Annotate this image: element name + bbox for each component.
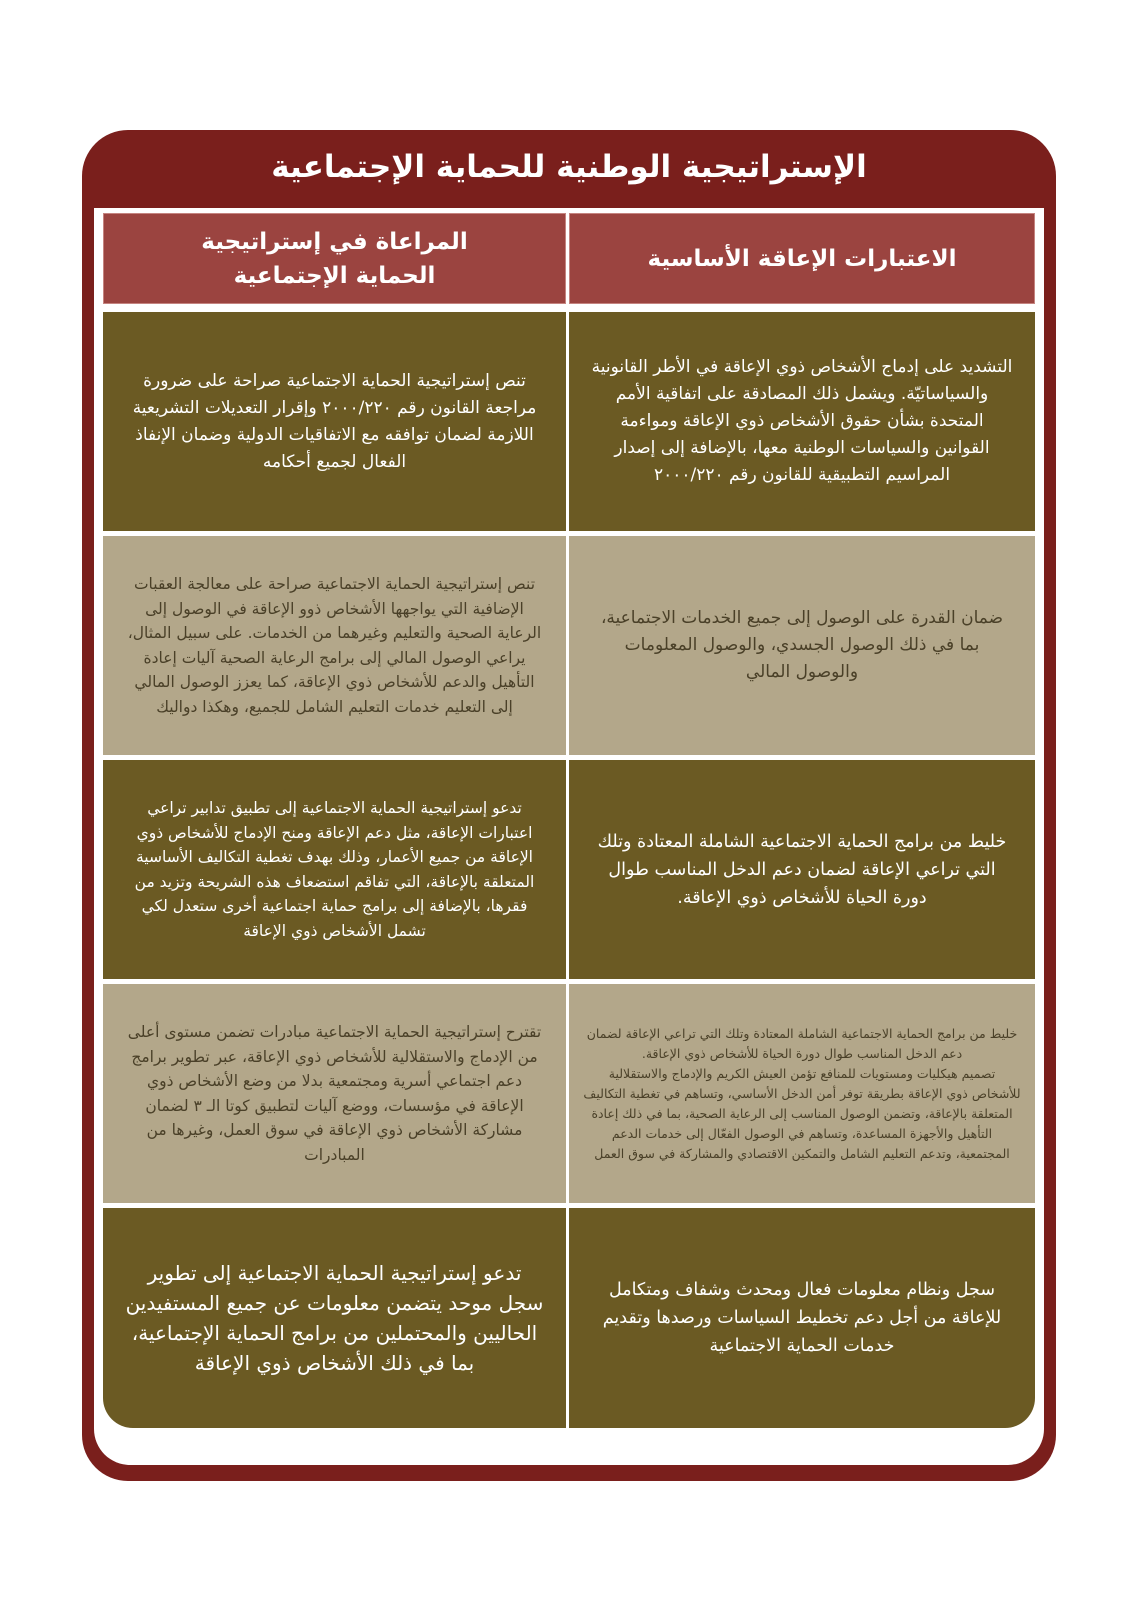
consideration-cell-4-part-1: خليط من برامج الحماية الاجتماعية الشاملة المعتادة وتلك التي تراعي الإعاقة لضمان دعم الدخل المناسب طوال دورة الحياة للأشخاص ذوي الإعاقة. xyxy=(586,1025,1018,1061)
consideration-cell-2: ضمان القدرة على الوصول إلى جميع الخدمات الاجتماعية، بما في ذلك الوصول الجسدي، والوصول المعلومات والوصول المالي xyxy=(569,536,1035,755)
comparison-table xyxy=(94,208,1044,1465)
consideration-cell-3: خليط من برامج الحماية الاجتماعية الشاملة المعتادة وتلك التي تراعي الإعاقة لضمان دعم الدخل المناسب طوال دورة الحياة للأشخاص ذوي الإعاقة. xyxy=(569,760,1035,979)
consideration-cell-4-part-2: تصميم هيكليات ومستويات للمنافع تؤمن العيش الكريم والإدماج والاستقلالية للأشخاص ذوي الإعاقة بطريقة توفر أمن الدخل الأساسي، وتساهم في تغطية التكاليف المتعلقة بالإعاقة، وتضمن الوصول المناسب إلى الرعاية الصحية، بما في ذلك إعادة التأهيل والأجهزة المساعدة، وتساهم في الوصول الفعّال إلى خدمات الدعم المجتمعية، وتدعم التعليم الشامل والتمكين الاقتصادي والمشاركة في سوق العمل xyxy=(583,1065,1021,1161)
consideration-cell-1: التشديد على إدماج الأشخاص ذوي الإعاقة في الأطر القانونية والسياساتيّة. ويشمل ذلك المصادقة على اتفاقية الأمم المتحدة بشأن حقوق الأشخاص ذوي الإعاقة ومواءمة القوانين والسياسات الوطنية معها، بالإضافة إلى إصدار المراسيم التطبيقية للقانون رقم ٢٠٠٠/٢٢٠ xyxy=(569,312,1035,531)
page-title: الإستراتيجية الوطنية للحماية الإجتماعية xyxy=(271,149,867,185)
strategy-cell-5: تدعو إستراتيجية الحماية الاجتماعية إلى تطوير سجل موحد يتضمن معلومات عن جميع المستفيدين الحاليين والمحتملين من برامج الحماية الإجتماعية، بما في ذلك الأشخاص ذوي الإعاقة xyxy=(103,1208,566,1428)
consideration-cell-4 xyxy=(569,984,1035,1203)
header-considerations: الاعتبارات الإعاقة الأساسية xyxy=(569,213,1035,304)
strategy-cell-3: تدعو إستراتيجية الحماية الاجتماعية إلى تطبيق تدابير تراعي اعتبارات الإعاقة، مثل دعم الإعاقة ومنح الإدماج للأشخاص ذوي الإعاقة من جميع الأعمار، وذلك بهدف تغطية التكاليف الأساسية المتعلقة بالإعاقة، التي تفاقم استضعاف هذه الشريحة وتزيد من فقرها، بالإضافة إلى برامج حماية اجتماعية أخرى ستعدل لكي تشمل الأشخاص ذوي الإعاقة xyxy=(103,760,566,979)
strategy-cell-4: تقترح إستراتيجية الحماية الاجتماعية مبادرات تضمن مستوى أعلى من الإدماج والاستقلالية للأشخاص ذوي الإعاقة، عبر تطوير برامج دعم اجتماعي أسرية ومجتمعية بدلا من وضع الأشخاص ذوي الإعاقة في مؤسسات، ووضع آليات لتطبيق كوتا الـ ٣ لضمان مشاركة الأشخاص ذوي الإعاقة في سوق العمل، وغيرها من المبادرات xyxy=(103,984,566,1203)
header-strategy-text: المراعاة في إستراتيجية الحماية الإجتماعية xyxy=(201,228,468,289)
header-strategy xyxy=(103,213,566,304)
strategy-table-frame xyxy=(82,130,1056,1481)
strategy-cell-1: تنص إستراتيجية الحماية الاجتماعية صراحة على ضرورة مراجعة القانون رقم ٢٠٠٠/٢٢٠ وإقرار التعديلات التشريعية اللازمة لضمان توافقه مع الاتفاقيات الدولية وضمان الإنفاذ الفعال لجميع أحكامه xyxy=(103,312,566,531)
consideration-cell-5: سجل ونظام معلومات فعال ومحدث وشفاف ومتكامل للإعاقة من أجل دعم تخطيط السياسات ورصدها وتقديم خدمات الحماية الاجتماعية xyxy=(569,1208,1035,1428)
strategy-cell-2: تنص إستراتيجية الحماية الاجتماعية صراحة على معالجة العقبات الإضافية التي يواجهها الأشخاص ذوو الإعاقة في الوصول إلى الرعاية الصحية والتعليم وغيرهما من الخدمات. على سبيل المثال، يراعي الوصول المالي إلى برامج الرعاية الصحية آليات إعادة التأهيل والدعم للأشخاص ذوي الإعاقة، كما يعزز الوصول المالي إلى التعليم خدمات التعليم الشامل للجميع، وهكذا دواليك xyxy=(103,536,566,755)
